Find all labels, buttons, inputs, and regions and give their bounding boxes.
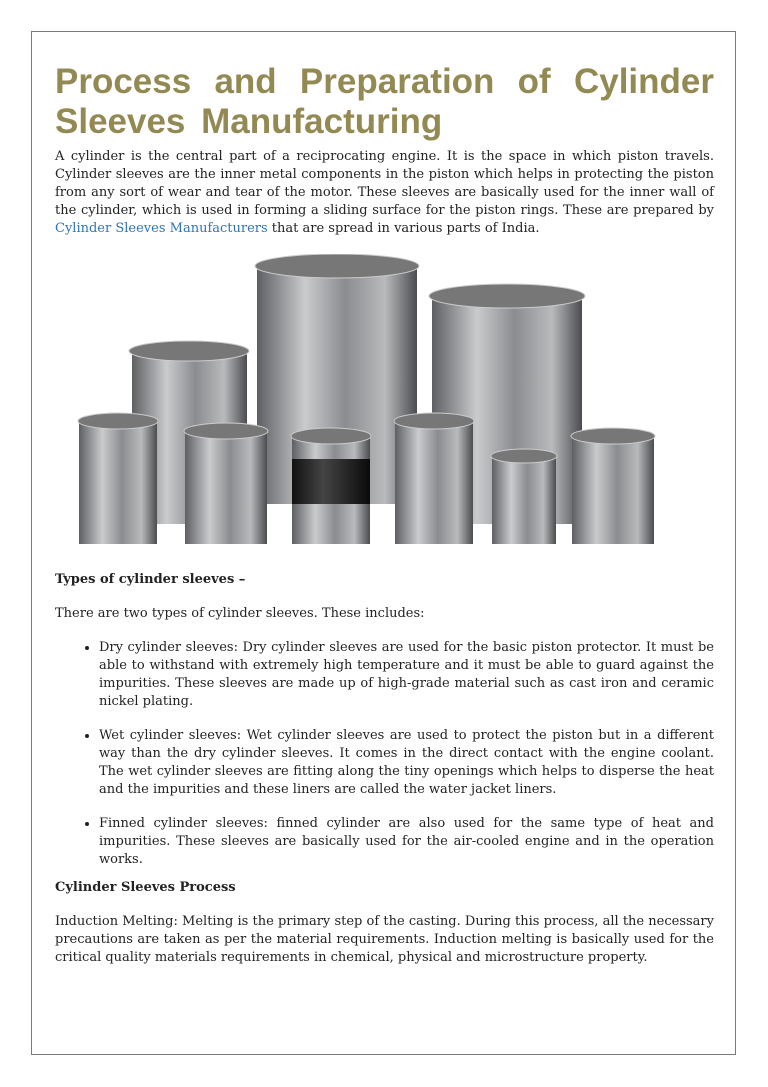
intro-paragraph: A cylinder is the central part of a reciprocating engine. It is the space in which piston travels. Cylinder sleeves are the inner metal components in the piston which helps in protecting the piston from any sort of wear and tear of the motor. These sleeves are basically used for the inner wall of the cylinder, which is used in forming a sliding surface for the piston rings. These are prepared by Cylinder Sleeves Manufacturers that are spread in various parts of India. [55, 149, 714, 236]
cylinder-sleeves-image [77, 254, 692, 559]
process-heading: Cylinder Sleeves Process [55, 880, 236, 895]
page-title: Process and Preparation of Cylinder Sleeves Manufacturing [55, 62, 714, 141]
types-heading: Types of cylinder sleeves – [55, 572, 246, 587]
list-item: • Dry cylinder sleeves: Dry cylinder sleeves are used for the basic piston protector. It must be able to withstand with extremely high temperature and it must be able to guard against the impurities. These sleeves are made up of high-grade material such as cast iron and ceramic nickel plating. [99, 639, 714, 711]
types-intro: There are two types of cylinder sleeves. These includes: [55, 606, 425, 621]
types-list [55, 639, 714, 869]
manufacturers-link[interactable]: Cylinder Sleeves Manufacturers [55, 221, 268, 236]
list-item: • Finned cylinder sleeves: finned cylinder are also used for the same type of heat and impurities. These sleeves are basically used for the air-cooled engine and in the operation works. [99, 815, 714, 869]
sleeve-shapes [78, 254, 655, 544]
document-body [55, 62, 714, 967]
list-item: • Wet cylinder sleeves: Wet cylinder sleeves are used to protect the piston but in a different way than the dry cylinder sleeves. It comes in the direct contact with the engine coolant. The wet cylinder sleeves are fitting along the tiny openings which helps to disperse the heat and the impurities and these liners are called the water jacket liners. [99, 727, 714, 799]
process-paragraph: Induction Melting: Melting is the primary step of the casting. During this process, all the necessary precautions are taken as per the material requirements. Induction melting is basically used for the critical quality materials requirements in chemical, physical and microstructure property. [55, 914, 714, 965]
